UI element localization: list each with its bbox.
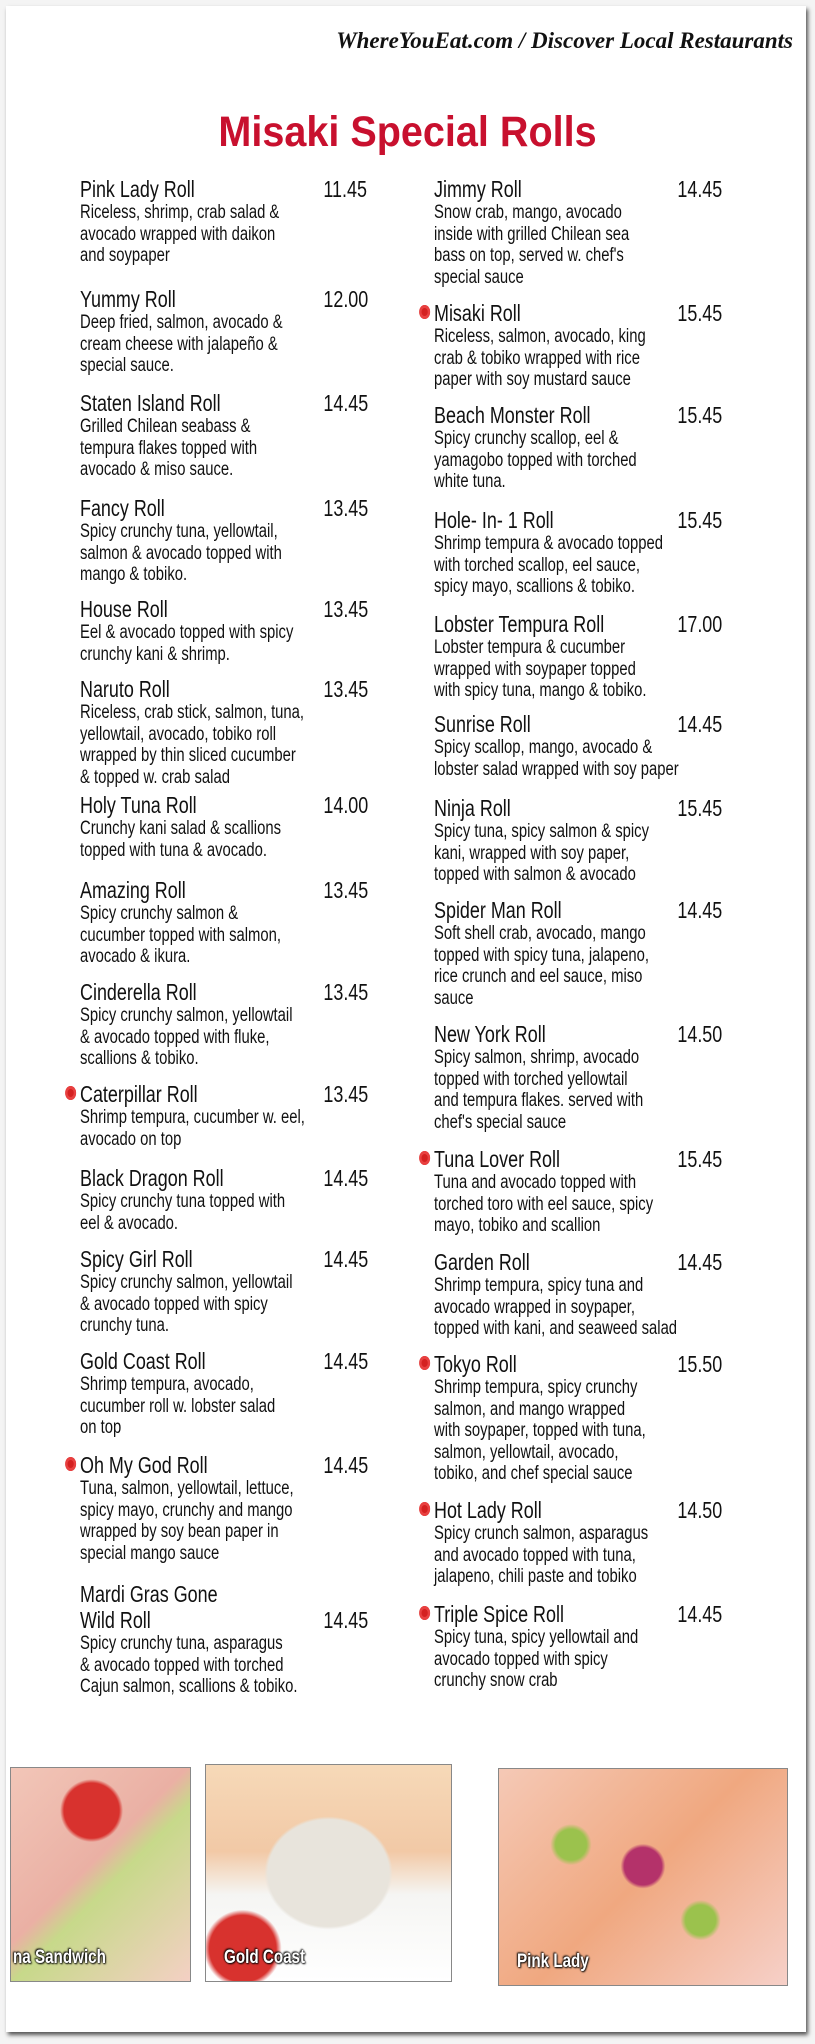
item-price: 14.45: [677, 1249, 723, 1275]
item-name: [80, 176, 337, 202]
item-price: 13.45: [323, 877, 369, 903]
item-price: 12.00: [323, 286, 369, 312]
item-name-text: Naruto Roll: [80, 676, 170, 702]
item-name: [434, 897, 691, 923]
item-price: 13.45: [323, 979, 369, 1005]
menu-item: [80, 1348, 369, 1439]
photo-tuna-sandwich: [10, 1767, 191, 1982]
item-description: Snow crab, mango, avocado inside with grilled Chilean sea bass on top, served w. chef's special sauce: [434, 202, 630, 288]
menu-item: [80, 1452, 369, 1564]
photo-caption: Pink Lady: [517, 1951, 589, 1972]
menu-item: [80, 1581, 369, 1698]
menu-item: [434, 176, 723, 288]
item-price: 13.45: [323, 495, 369, 521]
item-description: Spicy crunch salmon, asparagus and avocado topped with tuna, jalapeno, chili paste and tobiko: [434, 1523, 649, 1587]
item-price: 13.45: [323, 676, 369, 702]
item-description: Spicy crunchy tuna, asparagus & avocado topped with torched Cajun salmon, scallions & tobiko.: [80, 1633, 298, 1697]
item-description: Spicy crunchy tuna, yellowtail, salmon & avocado topped with mango & tobiko.: [80, 521, 282, 585]
menu-item: [80, 1081, 369, 1150]
item-name: [434, 1351, 691, 1377]
item-price: 13.45: [323, 1081, 369, 1107]
photo-caption: na Sandwich: [13, 1947, 106, 1968]
item-name: [80, 1348, 337, 1374]
menu-item: [434, 1497, 723, 1588]
item-name: [80, 286, 337, 312]
item-name-text: Hole- In- 1 Roll: [434, 507, 554, 533]
item-name-text: Spicy Girl Roll: [80, 1246, 193, 1272]
item-name: [434, 711, 691, 737]
item-name: [80, 596, 337, 622]
menu-item: [80, 1246, 369, 1337]
item-name: [80, 1246, 337, 1272]
menu-item: [434, 897, 723, 1009]
item-description: Spicy crunchy salmon, yellowtail & avocado topped with fluke, scallions & tobiko.: [80, 1005, 293, 1069]
item-name-text: Hot Lady Roll: [434, 1497, 542, 1523]
item-description: Soft shell crab, avocado, mango topped with spicy tuna, jalapeno, rice crunch and eel sauce, miso sauce: [434, 923, 650, 1009]
item-name-text: Amazing Roll: [80, 877, 186, 903]
menu-item: [434, 795, 723, 886]
item-name: [80, 676, 337, 702]
item-name-text: Ninja Roll: [434, 795, 511, 821]
item-description: Riceless, crab stick, salmon, tuna, yellowtail, avocado, tobiko roll wrapped by thin sliced cucumber & topped w. crab salad: [80, 702, 305, 788]
item-price: 14.45: [323, 1165, 369, 1191]
item-description: Spicy crunchy scallop, eel & yamagobo topped with torched white tuna.: [434, 428, 637, 492]
chef-special-icon: [65, 1457, 76, 1471]
item-name-text: Sunrise Roll: [434, 711, 531, 737]
item-price: 14.45: [677, 176, 723, 202]
item-description: Grilled Chilean seabass & tempura flakes topped with avocado & miso sauce.: [80, 416, 258, 480]
item-name: [434, 507, 691, 533]
item-description: Deep fried, salmon, avocado & cream cheese with jalapeño & special sauce.: [80, 312, 283, 376]
menu-item: [434, 1146, 723, 1237]
item-description: Shrimp tempura, spicy tuna and avocado wrapped in soypaper, topped with kani, and seaweed salad: [434, 1275, 678, 1339]
item-price: 14.00: [323, 792, 369, 818]
menu-item: [80, 390, 369, 481]
item-name-text: Pink Lady Roll: [80, 176, 195, 202]
item-description: Riceless, shrimp, crab salad & avocado wrapped with daikon and soypaper: [80, 202, 280, 266]
item-name-text: Lobster Tempura Roll: [434, 611, 605, 637]
item-price: 14.45: [323, 1607, 369, 1633]
item-description: Shrimp tempura, spicy crunchy salmon, and mango wrapped with soypaper, topped with tuna, salmon, yellowtail, avocado, tobiko, and chef special sauce: [434, 1377, 646, 1484]
item-name-text: Spider Man Roll: [434, 897, 562, 923]
item-name: [434, 1497, 691, 1523]
item-name: [434, 795, 691, 821]
item-description: Shrimp tempura & avocado topped with torched scallop, eel sauce, spicy mayo, scallions & tobiko.: [434, 533, 664, 597]
item-name: [80, 1165, 337, 1191]
item-name-text: Mardi Gras Gone Wild Roll: [80, 1581, 218, 1633]
item-price: 15.45: [677, 402, 723, 428]
item-description: Riceless, salmon, avocado, king crab & tobiko wrapped with rice paper with soy mustard sauce: [434, 326, 646, 390]
menu-item: [434, 1351, 723, 1485]
item-description: Shrimp tempura, avocado, cucumber roll w. lobster salad on top: [80, 1374, 276, 1438]
menu-item: [434, 507, 723, 598]
item-price: 17.00: [677, 611, 723, 637]
menu-item: [80, 1165, 369, 1234]
menu-item: [80, 877, 369, 968]
menu-item: [80, 286, 369, 377]
item-name-text: Triple Spice Roll: [434, 1601, 564, 1627]
item-description: Spicy salmon, shrimp, avocado topped with torched yellowtail and tempura flakes. served with chef's special sauce: [434, 1047, 644, 1133]
item-name-text: New York Roll: [434, 1021, 546, 1047]
item-price: 14.45: [677, 1601, 723, 1627]
item-name: [434, 1249, 691, 1275]
chef-special-icon: [419, 1356, 430, 1370]
item-price: 15.45: [677, 507, 723, 533]
item-name: [80, 877, 337, 903]
item-name-text: Jimmy Roll: [434, 176, 522, 202]
item-name: [434, 1021, 691, 1047]
item-name-text: Oh My God Roll: [80, 1452, 208, 1478]
item-price: 14.45: [323, 1348, 369, 1374]
item-name: [434, 1601, 691, 1627]
chef-special-icon: [419, 1606, 430, 1620]
item-price: 14.45: [323, 390, 369, 416]
menu-item: [434, 300, 723, 391]
chef-special-icon: [419, 1502, 430, 1516]
site-watermark: WhereYouEat.com / Discover Local Restaurants: [336, 28, 793, 53]
item-name-text: Gold Coast Roll: [80, 1348, 206, 1374]
photo-caption: Gold Coast: [224, 1947, 306, 1968]
item-price: 15.45: [677, 300, 723, 326]
item-description: Lobster tempura & cucumber wrapped with soypaper topped with spicy tuna, mango & tobiko.: [434, 637, 647, 701]
item-name: [80, 979, 337, 1005]
menu-item: [80, 176, 367, 267]
chef-special-icon: [419, 305, 430, 319]
item-name: [434, 1146, 691, 1172]
item-price: 15.50: [677, 1351, 723, 1377]
photo-gold-coast: [205, 1764, 452, 1982]
item-description: Spicy crunchy salmon, yellowtail & avocado topped with spicy crunchy tuna.: [80, 1272, 293, 1336]
section-title: Misaki Special Rolls: [218, 108, 597, 156]
item-name-text: Beach Monster Roll: [434, 402, 591, 428]
item-name: [80, 1081, 337, 1107]
item-name: [80, 1581, 337, 1633]
item-description: Spicy tuna, spicy salmon & spicy kani, wrapped with soy paper, topped with salmon & avocado: [434, 821, 649, 885]
item-description: Tuna, salmon, yellowtail, lettuce, spicy mayo, crunchy and mango wrapped by soy bean paper in special mango sauce: [80, 1478, 294, 1564]
item-price: 11.45: [323, 176, 367, 202]
item-description: Spicy crunchy tuna topped with eel & avocado.: [80, 1191, 286, 1234]
menu-item: [80, 979, 369, 1070]
photo-pink-lady: [498, 1768, 788, 1986]
item-name: [80, 495, 337, 521]
item-price: 15.45: [677, 1146, 723, 1172]
item-name: [434, 611, 691, 637]
item-price: 14.50: [677, 1021, 723, 1047]
item-name-text: Fancy Roll: [80, 495, 165, 521]
menu-item: [80, 676, 369, 788]
item-name-text: Staten Island Roll: [80, 390, 221, 416]
item-name: [434, 176, 691, 202]
item-name: [80, 792, 337, 818]
item-name-text: Caterpillar Roll: [80, 1081, 198, 1107]
item-description: Crunchy kani salad & scallions topped with tuna & avocado.: [80, 818, 281, 861]
item-name: [80, 390, 337, 416]
item-description: Spicy scallop, mango, avocado & lobster salad wrapped with soy paper: [434, 737, 679, 780]
item-price: 15.45: [677, 795, 723, 821]
item-description: Spicy crunchy salmon & cucumber topped with salmon, avocado & ikura.: [80, 903, 281, 967]
item-description: Eel & avocado topped with spicy crunchy kani & shrimp.: [80, 622, 294, 665]
item-price: 14.45: [323, 1452, 369, 1478]
menu-item: [434, 1249, 723, 1340]
item-name-text: House Roll: [80, 596, 168, 622]
chef-special-icon: [65, 1086, 76, 1100]
item-price: 14.50: [677, 1497, 723, 1523]
item-name-text: Misaki Roll: [434, 300, 521, 326]
menu-item: [434, 611, 723, 702]
chef-special-icon: [419, 1151, 430, 1165]
menu-item: [434, 402, 723, 493]
item-name: [80, 1452, 337, 1478]
item-price: 13.45: [323, 596, 369, 622]
item-name-text: Holy Tuna Roll: [80, 792, 197, 818]
menu-item: [80, 596, 369, 665]
item-price: 14.45: [677, 897, 723, 923]
menu-item: [434, 711, 723, 780]
item-description: Shrimp tempura, cucumber w. eel, avocado on top: [80, 1107, 305, 1150]
item-name-text: Cinderella Roll: [80, 979, 197, 1005]
item-name-text: Yummy Roll: [80, 286, 176, 312]
item-description: Tuna and avocado topped with torched toro with eel sauce, spicy mayo, tobiko and scallion: [434, 1172, 654, 1236]
menu-item: [434, 1021, 723, 1133]
item-name: [434, 300, 691, 326]
item-name-text: Tokyo Roll: [434, 1351, 517, 1377]
item-name: [434, 402, 691, 428]
item-price: 14.45: [323, 1246, 369, 1272]
item-name-text: Black Dragon Roll: [80, 1165, 224, 1191]
item-name-text: Tuna Lover Roll: [434, 1146, 560, 1172]
item-description: Spicy tuna, spicy yellowtail and avocado topped with spicy crunchy snow crab: [434, 1627, 639, 1691]
item-name-text: Garden Roll: [434, 1249, 530, 1275]
item-price: 14.45: [677, 711, 723, 737]
menu-item: [80, 495, 369, 586]
menu-item: [80, 792, 369, 861]
menu-item: [434, 1601, 723, 1692]
